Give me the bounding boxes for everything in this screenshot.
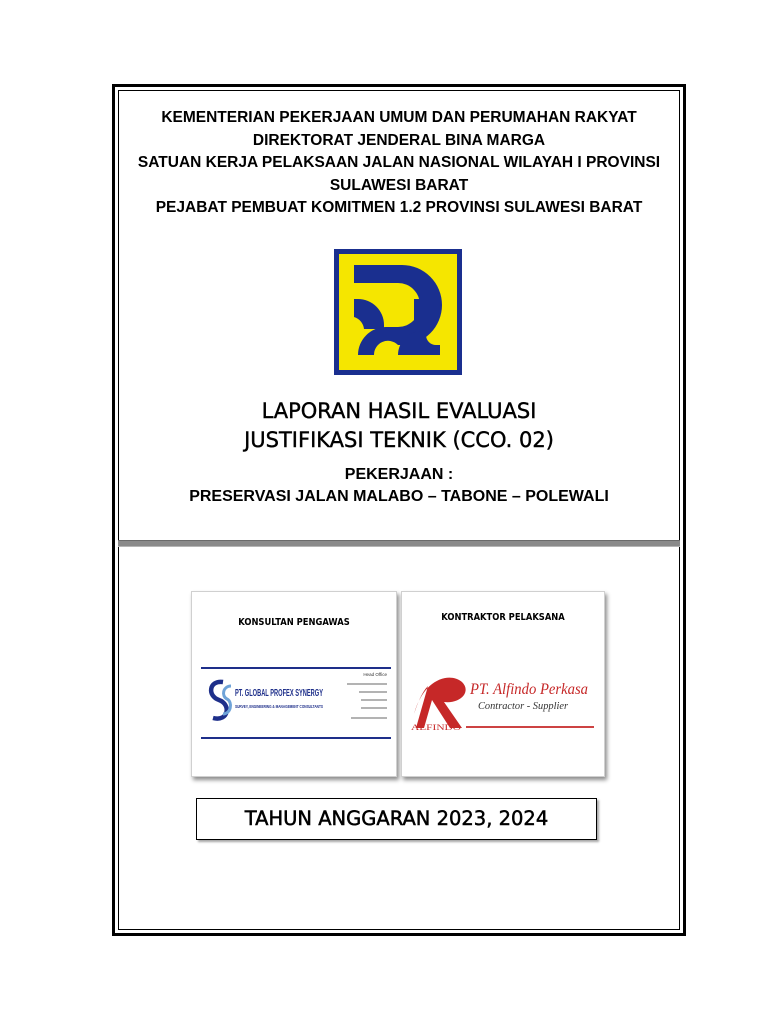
contractor-tagline: Contractor - Supplier [478,701,569,712]
header-line-commitment-officer: PEJABAT PEMBUAT KOMITMEN 1.2 PROVINSI SULAWESI BARAT [155,199,643,216]
consultant-company: PT. GLOBAL PROFEX SYNERGY [235,687,323,699]
header-line-directorate: DIREKTORAT JENDERAL BINA MARGA [252,131,546,149]
project-label: PEKERJAAN : [344,466,454,483]
report-title [120,397,678,455]
pu-ministry-logo [334,249,462,375]
contractor-card [401,591,605,777]
header-line-ministry: KEMENTERIAN PEKERJAAN UMUM DAN PERUMAHAN RAKYAT [161,109,637,126]
ministry-header [120,107,678,220]
project-info [120,464,678,508]
budget-year-box [196,798,597,840]
section-divider [118,540,680,547]
budget-year-text: TAHUN ANGGARAN 2023, 2024 [244,807,549,830]
report-title-line-1: LAPORAN HASIL EVALUASI [261,399,537,423]
consultant-card [191,591,397,777]
global-profex-logo [201,666,391,740]
alfindo-perkasa-logo [410,670,598,736]
report-title-line-2: JUSTIFIKASI TEKNIK (CCO. 02) [244,428,554,452]
header-line-work-unit: SATUAN KERJA PELAKSAAN JALAN NASIONAL WILAYAH I PROVINSI [137,154,661,171]
consultant-label: KONSULTAN PENGAWAS [238,617,350,628]
header-line-province: SULAWESI BARAT [329,176,469,194]
consultant-office-heading: Head Office [363,672,387,677]
contractor-company: PT. Alfindo Perkasa [469,681,589,698]
contractor-brand: ALFINDO [411,723,462,732]
contractor-label: KONTRAKTOR PELAKSANA [441,612,565,623]
consultant-tagline: SURVEY, ENGINEERING & MANAGEMENT CONSULTANTS [235,704,323,709]
project-name: PRESERVASI JALAN MALABO – TABONE – POLEWALI [189,488,609,505]
